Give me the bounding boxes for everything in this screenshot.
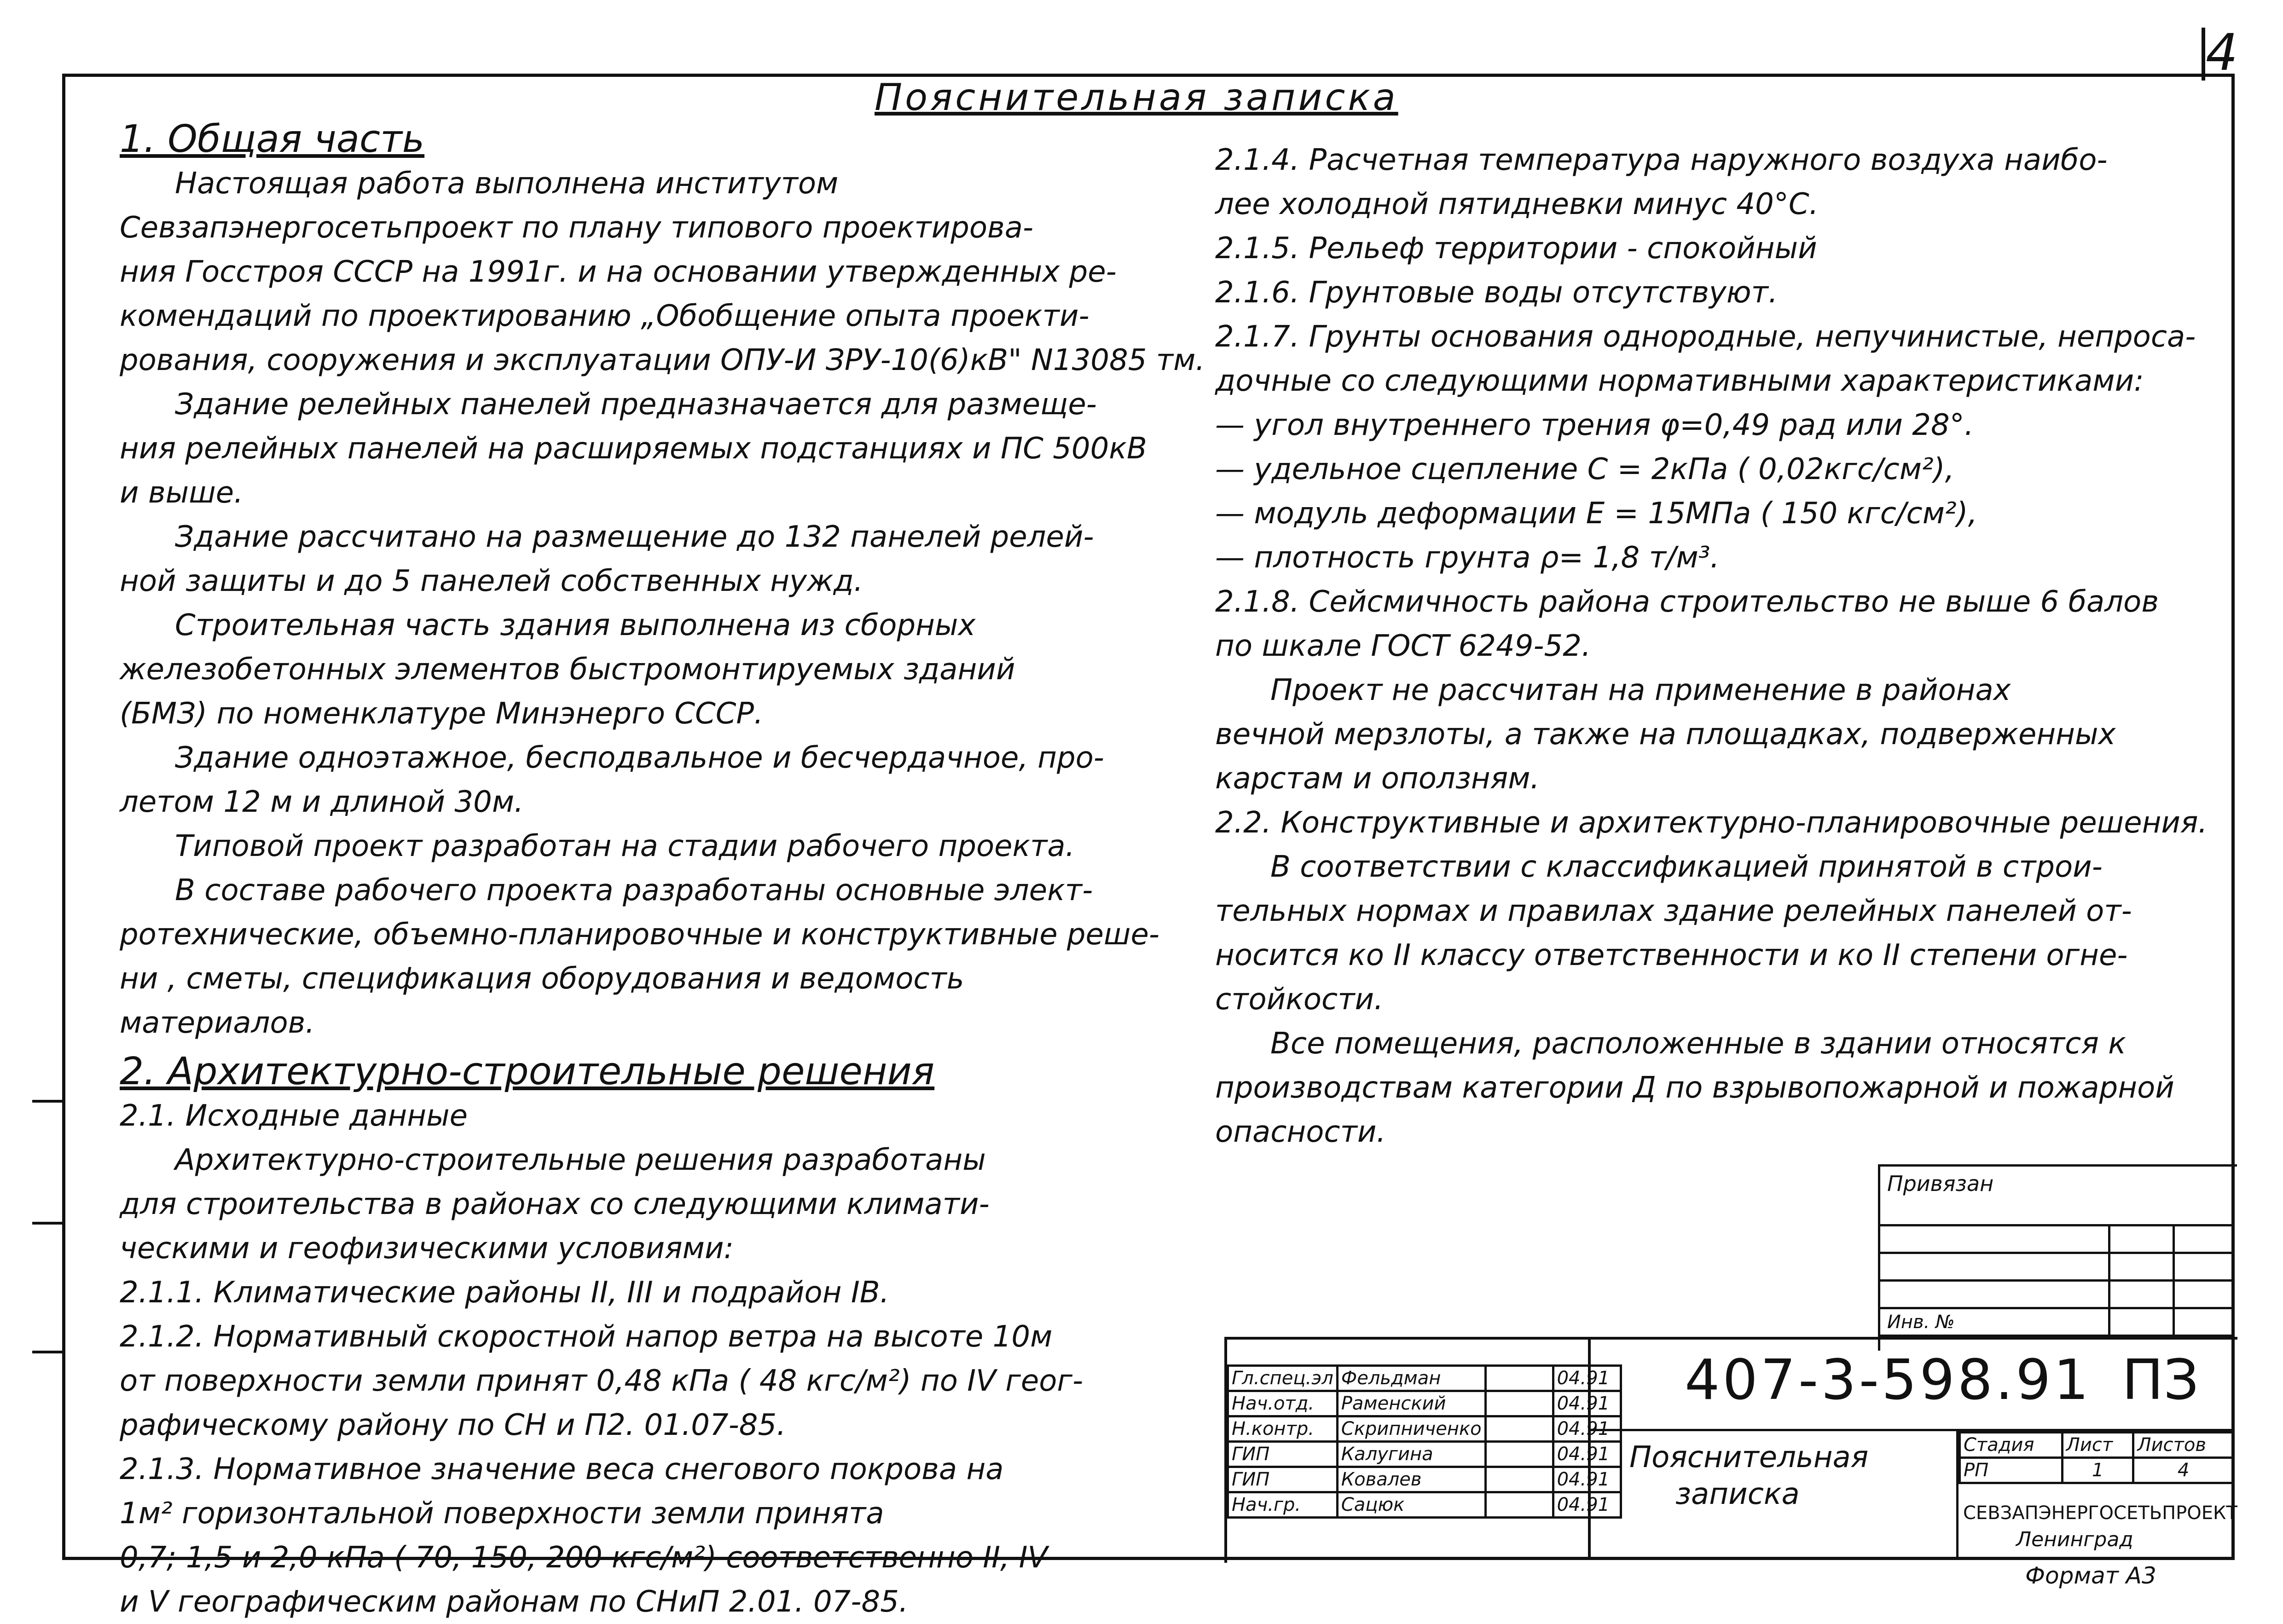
item-2-1-4 <box>1215 138 2228 226</box>
text-line: (БМЗ) по номенклатуре Минэнерго СССР. <box>120 697 764 731</box>
text-line: Здание рассчитано на размещение до 132 панелей релей- <box>175 520 1094 554</box>
text-line: 2.1.4. Расчетная температура наружного воздуха наибо- <box>1215 143 2108 177</box>
signatures-table <box>1227 1364 1622 1519</box>
stamp-line <box>1878 1252 2235 1254</box>
signature-date: 04.91 <box>1553 1442 1621 1467</box>
paragraph-classification <box>1215 845 2228 1022</box>
paragraph-fire-category <box>1215 1022 2228 1154</box>
text-line: рафическому району по СН и П2. 01.07-85. <box>120 1408 786 1442</box>
text-line: Проект не рассчитан на применение в районах <box>1270 673 2011 707</box>
text-line: от поверхности земли принят 0,48 кПа ( 48 кгс/м²) по IV геог- <box>120 1364 1084 1398</box>
signature-sign <box>1485 1467 1553 1492</box>
section-heading-architecture: 2. Архитектурно-строительные решения <box>120 1050 935 1093</box>
signature-date: 04.91 <box>1553 1492 1621 1518</box>
text-line: по шкале ГОСТ 6249-52. <box>1215 629 1591 663</box>
right-column <box>1215 138 2228 1154</box>
text-line: лее холодной пятидневки минус 40°С. <box>1215 187 1819 221</box>
paragraph-permafrost <box>1215 668 2228 801</box>
signature-role: Гл.спец.эл <box>1228 1366 1338 1391</box>
text-line: и выше. <box>120 476 243 510</box>
text-line: Типовой проект разработан на стадии рабочего проекта. <box>175 829 1075 863</box>
text-line: — угол внутреннего трения φ=0,49 рад или 28°. <box>1215 408 1974 442</box>
sheet-number-divider <box>2202 28 2205 81</box>
text-line: Настоящая работа выполнена институтом <box>175 167 839 201</box>
signature-sign <box>1485 1492 1553 1518</box>
text-line: 2.1.8. Сейсмичность района строительство не выше 6 балов <box>1215 585 2159 619</box>
signature-sign <box>1485 1416 1553 1442</box>
item-2-1-7 <box>1215 315 2228 580</box>
text-line: ни , сметы, спецификация оборудования и ведомость <box>120 962 964 996</box>
stamp-line <box>2173 1224 2175 1335</box>
signature-sign <box>1485 1366 1553 1391</box>
sheet-format: Формат А3 <box>2025 1562 2156 1589</box>
text-line: — плотность грунта ρ= 1,8 т/м³. <box>1215 541 1720 575</box>
text-line: железобетонных элементов быстромонтируемых зданий <box>120 653 1015 687</box>
signature-name: Раменский <box>1337 1391 1485 1416</box>
text-line: ческими и геофизическими условиями: <box>120 1231 734 1266</box>
text-line: вечной мерзлоты, а также на площадках, подверженных <box>1215 717 2116 751</box>
text-line: В соответствии с классификацией принятой в строи- <box>1270 850 2103 884</box>
text-line: летом 12 м и длиной 30м. <box>120 785 524 819</box>
stage-value: РП <box>1960 1458 2063 1483</box>
text-line: В составе рабочего проекта разработаны основные элект- <box>175 873 1093 907</box>
text-line: — модуль деформации Е = 15МПа ( 150 кгс/см²), <box>1215 497 1977 531</box>
text-line: дочные со следующими нормативными характеристиками: <box>1215 364 2144 398</box>
stamp-line <box>1878 1224 2235 1226</box>
signature-role: ГИП <box>1228 1467 1338 1492</box>
signature-name: Сацюк <box>1337 1492 1485 1518</box>
text-line: рования, сооружения и эксплуатации ОПУ-И ЗРУ-10(6)кВ" N13085 тм. <box>120 343 1205 377</box>
stamp-line <box>1878 1307 2235 1309</box>
stamp-doc-name: Пояснительная <box>1629 1440 1869 1474</box>
section-heading-general: 1. Общая часть <box>120 117 425 161</box>
paragraph-capacity <box>120 515 1215 603</box>
text-line: 1м² горизонтальной поверхности земли принята <box>120 1497 884 1531</box>
item-2-1-1: 2.1.1. Климатические районы II, III и подрайон IВ. <box>120 1276 889 1310</box>
stamp-line <box>1878 1279 2235 1282</box>
signature-name: Калугина <box>1337 1442 1485 1467</box>
text-line: для строительства в районах со следующими климати- <box>120 1187 990 1221</box>
signature-role: Нач.гр. <box>1228 1492 1338 1518</box>
stage-table <box>1959 1431 2235 1484</box>
signature-row <box>1228 1416 1621 1442</box>
item-2-1-2 <box>120 1315 1215 1447</box>
sheet-label: Лист <box>2062 1433 2133 1458</box>
signature-row <box>1228 1492 1621 1518</box>
inventory-number-label: Инв. № <box>1887 1312 1955 1333</box>
text-line: Здание релейных панелей предназначается для размеще- <box>175 387 1097 422</box>
text-line: носится ко II классу ответственности и ко II степени огне- <box>1215 938 2128 972</box>
sheets-value: 4 <box>2133 1458 2234 1483</box>
stage-label: Стадия <box>1960 1433 2063 1458</box>
text-line: комендаций по проектированию „Обобщение опыта проекти- <box>120 299 1089 333</box>
margin-tick <box>32 1100 64 1103</box>
text-line: — удельное сцепление С = 2кПа ( 0,02кгс/см²), <box>1215 452 1954 486</box>
item-2-1-8 <box>1215 580 2228 668</box>
signature-date: 04.91 <box>1553 1391 1621 1416</box>
organization-city: Ленинград <box>2016 1528 2133 1551</box>
text-line: опасности. <box>1215 1115 1386 1149</box>
signature-role: Н.контр. <box>1228 1416 1338 1442</box>
paragraph-intro <box>120 162 1215 382</box>
privyazan-label: Привязан <box>1887 1171 1994 1196</box>
text-line: ной защиты и до 5 панелей собственных нужд. <box>120 564 863 598</box>
paragraph-purpose <box>120 382 1215 515</box>
item-2-1-3 <box>120 1447 1215 1624</box>
text-line: 0,7; 1,5 и 2,0 кПа ( 70, 150, 200 кгс/м²) соответственно II, IV <box>120 1541 1048 1575</box>
margin-tick <box>32 1222 64 1225</box>
stamp-doc-name-2: записка <box>1675 1477 1800 1511</box>
left-column <box>120 117 1215 1624</box>
sheet-number: 4 <box>2206 23 2238 82</box>
signature-name: Ковалев <box>1337 1467 1485 1492</box>
signature-sign <box>1485 1442 1553 1467</box>
text-line: Архитектурно-строительные решения разработаны <box>175 1143 986 1177</box>
text-line: 2.1.7. Грунты основания однородные, непучинистые, непроса- <box>1215 320 2196 354</box>
text-line: 2.1.3. Нормативное значение веса снегового покрова на <box>120 1452 1004 1486</box>
signature-date: 04.91 <box>1553 1416 1621 1442</box>
signature-date: 04.91 <box>1553 1467 1621 1492</box>
text-line: 2.1.2. Нормативный скоростной напор ветра на высоте 10м <box>120 1320 1053 1354</box>
signature-row <box>1228 1366 1621 1391</box>
paragraph-building <box>120 736 1215 824</box>
paragraph-climate-intro <box>120 1138 1215 1271</box>
document-title: Пояснительная записка <box>875 76 1398 119</box>
text-line: Строительная часть здания выполнена из сборных <box>175 608 976 642</box>
item-2-1-6: 2.1.6. Грунтовые воды отсутствуют. <box>1215 276 1778 310</box>
text-line: стойкости. <box>1215 982 1384 1017</box>
signature-name: Фельдман <box>1337 1366 1485 1391</box>
signature-date: 04.91 <box>1553 1366 1621 1391</box>
text-line: Здание одноэтажное, бесподвальное и бесчердачное, про- <box>175 741 1104 775</box>
text-line: производствам категории Д по взрывопожарной и пожарной <box>1215 1071 2174 1105</box>
paragraph-construction <box>120 603 1215 736</box>
organization-name: СЕВЗАПЭНЕРГОСЕТЬПРОЕКТ <box>1963 1503 2237 1524</box>
text-line: тельных нормах и правилах здание релейных панелей от- <box>1215 894 2132 928</box>
signature-row <box>1228 1442 1621 1467</box>
paragraph-stage <box>120 824 1215 868</box>
stamp-line <box>2108 1224 2110 1335</box>
document-code: 407-3-598.91 <box>1685 1348 2092 1412</box>
signature-row <box>1228 1391 1621 1416</box>
margin-tick <box>32 1351 64 1353</box>
text-line: карстам и оползням. <box>1215 762 1540 796</box>
signature-name: Скрипниченко <box>1337 1416 1485 1442</box>
signature-role: ГИП <box>1228 1442 1338 1467</box>
subsection-source-data: 2.1. Исходные данные <box>120 1099 468 1133</box>
signature-role: Нач.отд. <box>1228 1391 1338 1416</box>
signature-row <box>1228 1467 1621 1492</box>
paragraph-composition <box>120 868 1215 1045</box>
subsection-structural: 2.2. Конструктивные и архитектурно-планировочные решения. <box>1215 806 2208 840</box>
text-line: Все помещения, расположенные в здании относятся к <box>1270 1027 2126 1061</box>
item-2-1-5: 2.1.5. Рельеф территории - спокойный <box>1215 231 1817 266</box>
text-line: ния релейных панелей на расширяемых подстанциях и ПС 500кВ <box>120 432 1147 466</box>
text-line: и V географическим районам по СНиП 2.01. 07-85. <box>120 1585 909 1619</box>
sheet-value: 1 <box>2062 1458 2133 1483</box>
signature-sign <box>1485 1391 1553 1416</box>
text-line: ния Госстроя СССР на 1991г. и на основании утвержденных ре- <box>120 255 1117 289</box>
text-line: материалов. <box>120 1006 315 1040</box>
text-line: ротехнические, объемно-планировочные и конструктивные реше- <box>120 918 1159 952</box>
sheets-label: Листов <box>2133 1433 2234 1458</box>
text-line: Севзапэнергосетьпроект по плану типового проектирова- <box>120 211 1034 245</box>
document-mark: ПЗ <box>2122 1348 2199 1412</box>
